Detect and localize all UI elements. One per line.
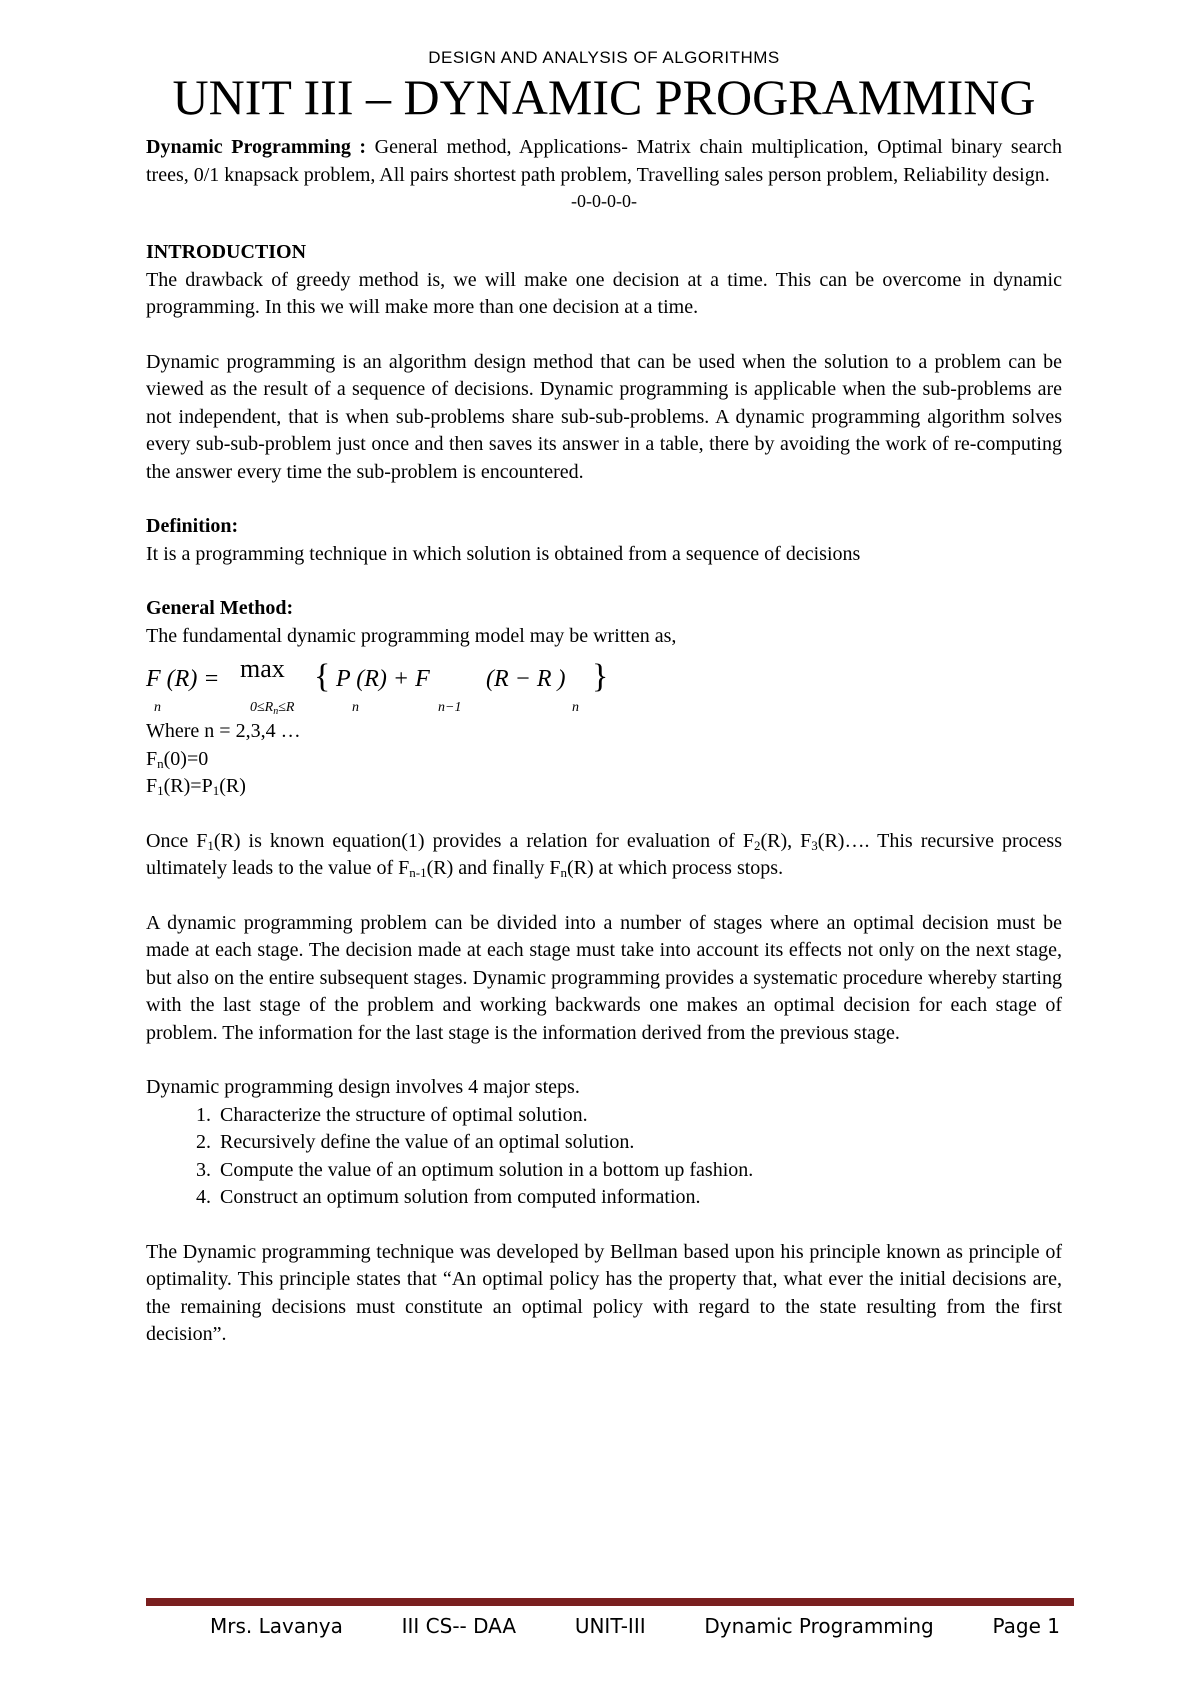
formula-sub-n1: n xyxy=(154,700,161,715)
steps-intro: Dynamic programming design involves 4 major steps. xyxy=(146,1076,580,1098)
introduction-paragraph-2: Dynamic programming is an algorithm design method that can be used when the solution to a problem can be viewed as the result of a sequence of decisions. Dynamic programming is applicable when the sub-problems are not independent, that is when sub-problems share sub-sub-problems. A dynamic programming algorithm solves every sub-sub-problem just once and then saves its answer in a table, there by avoiding the work of re-computing the answer every time the sub-problem is encountered. xyxy=(146,350,1062,483)
formula-term1: P (R) + F xyxy=(336,666,430,692)
formula-sub-n-minus-1: n−1 xyxy=(438,700,462,715)
syllabus-text: General method, Applications- Matrix chain multiplication, Optimal binary search trees, 0/1 knapsack problem, All pairs shortest path problem, Travelling sales person problem, Reliability design. xyxy=(146,136,1062,186)
definition-heading: Definition: xyxy=(146,515,239,537)
steps-list xyxy=(146,1102,1062,1212)
introduction-paragraph-1: The drawback of greedy method is, we will make one decision at a time. This can be overcome in dynamic programming. In this we will make more than one decision at a time. xyxy=(146,268,1062,318)
formula-sub-n2: n xyxy=(352,700,359,715)
list-item: 2. Recursively define the value of an optimal solution. xyxy=(216,1129,1062,1157)
base-case-fn0: $F_n(0)=0$ xyxy=(146,747,209,771)
introduction-heading: INTRODUCTION xyxy=(146,241,307,263)
section-separator: -0-0-0-0- xyxy=(571,191,637,211)
formula-lhs: F (R) = xyxy=(146,666,220,692)
general-method-heading: General Method: xyxy=(146,597,294,619)
bellman-paragraph: The Dynamic programming technique was developed by Bellman based upon his principle known as principle of optimality. This principle states that “An optimal policy has the property that, what ever the initial decisions are, the remaining decisions must constitute an optimal policy with regard to the state resulting from the first decision”. xyxy=(146,1240,1062,1345)
general-method-intro: The fundamental dynamic programming model may be written as, xyxy=(146,624,677,647)
footer-rule xyxy=(146,1598,1074,1606)
list-item: 3. Compute the value of an optimum solution in a bottom up fashion. xyxy=(216,1157,1062,1185)
page-footer xyxy=(210,1614,1060,1638)
list-item: 4. Construct an optimum solution from computed information. xyxy=(216,1184,1062,1212)
formula-max: max xyxy=(240,654,285,683)
formula-term2: (R − R ) xyxy=(486,666,566,692)
recursion-paragraph: Once $F_1(R)$ is known equation(1) provides a relation for evaluation of $F_2(R)$, $F_3(R)\dots$. This recursive process ultimately leads to the value of $F_{n-1}(R)$ and finally $F_n(R)$ at which process stops. xyxy=(146,829,1062,880)
definition-text: It is a programming technique in which solution is obtained from a sequence of decisions xyxy=(146,542,861,565)
formula-brace-open: { xyxy=(314,658,331,695)
where-line: Where n = 2,3,4 … xyxy=(146,720,301,742)
footer-page-number: Page 1 xyxy=(992,1614,1060,1638)
footer-unit: UNIT-III xyxy=(574,1614,646,1638)
formula-brace-close: } xyxy=(592,658,609,695)
dp-recurrence-formula xyxy=(146,654,1062,718)
syllabus-label: Dynamic Programming : xyxy=(146,136,367,158)
document-page xyxy=(146,40,1062,1349)
footer-course: III CS-- DAA xyxy=(401,1614,517,1638)
formula-sub-range: $0\le R_n\le R$ xyxy=(250,700,295,717)
footer-topic: Dynamic Programming xyxy=(704,1614,934,1638)
unit-title: UNIT III – DYNAMIC PROGRAMMING xyxy=(172,69,1036,125)
stages-paragraph: A dynamic programming problem can be divided into a number of stages where an optimal decision must be made at each stage. The decision made at each stage must take into account its effects not only on the next stage, but also on the entire subsequent stages. Dynamic programming provides a systematic procedure whereby starting with the last stage of the problem and working backwards one makes an optimal decision for each stage of problem. The information for the last stage is the information derived from the previous stage. xyxy=(146,911,1062,1044)
formula-sub-n3: n xyxy=(572,700,579,715)
running-header: DESIGN AND ANALYSIS OF ALGORITHMS xyxy=(428,48,780,67)
syllabus-paragraph xyxy=(146,134,1062,189)
list-item: 1. Characterize the structure of optimal solution. xyxy=(216,1102,1062,1130)
footer-author: Mrs. Lavanya xyxy=(210,1614,343,1638)
base-case-f1: $F_1(R)=P_1(R)$ xyxy=(146,775,246,798)
